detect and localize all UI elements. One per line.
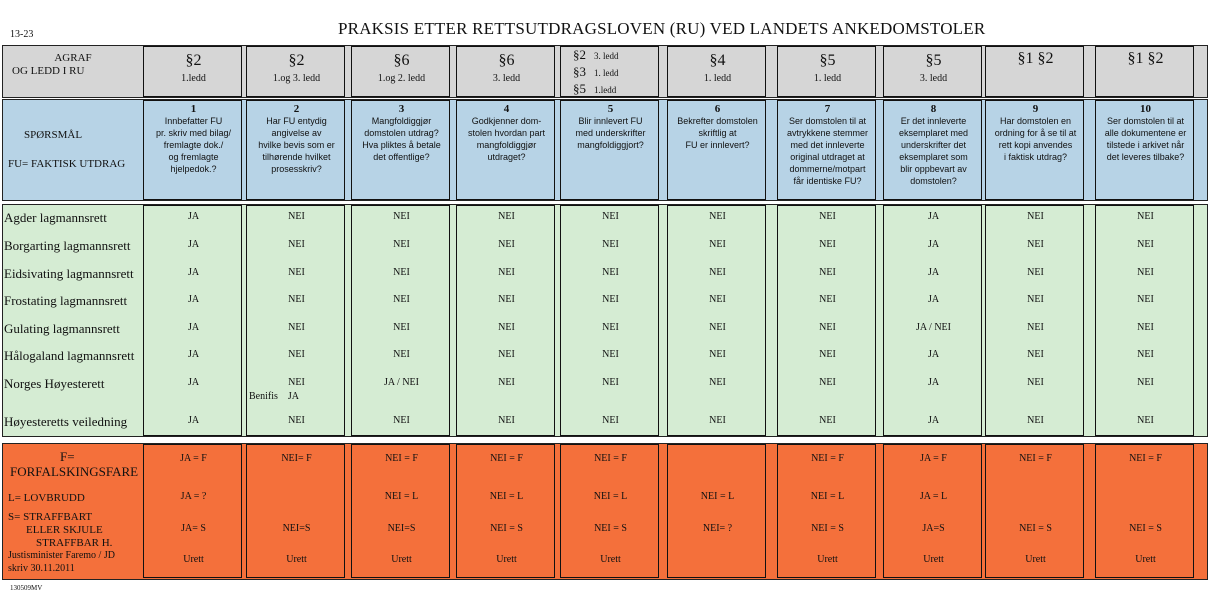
paragraph-symbol: §2 [185, 52, 202, 69]
risk-cell: JA = F [920, 453, 947, 464]
question-line: Er det innleverte [900, 116, 967, 126]
answer-cell: NEI [288, 211, 305, 222]
answer-cell: NEI [602, 349, 619, 360]
answer-cell: NEI [1137, 294, 1154, 305]
question-line: det leveres tilbake? [1106, 152, 1185, 162]
question-line: Innbefatter FU [164, 116, 223, 126]
risk-cell: NEI = S [490, 523, 523, 534]
question-line: tilhørende hvilket [262, 152, 331, 162]
paragraph-symbol: §1 §2 [1127, 50, 1164, 67]
court-name: Høyesteretts veiledning [4, 414, 128, 429]
risk-cell: NEI = F [1129, 453, 1162, 464]
question-cell [354, 103, 449, 163]
question-line: angivelse av [271, 128, 322, 138]
paragraph-symbol: §4 [709, 52, 726, 69]
paragraph-symbol: §6 [393, 52, 410, 69]
answer-cell: NEI [288, 239, 305, 250]
paragraph-ledd: 3. ledd [594, 51, 619, 61]
risk-cell: NEI= ? [702, 523, 733, 534]
paragraph-symbol: §2 [288, 52, 305, 69]
answer-cell: NEI [1027, 211, 1044, 222]
risk-cell: Urett [817, 554, 838, 565]
question-number: 3 [398, 103, 405, 115]
answer-cell: JA [187, 211, 200, 222]
answer-cell: NEI [709, 294, 726, 305]
answer-cell: NEI [288, 415, 305, 426]
answer-cell: JA [927, 377, 940, 388]
question-line: rett kopi anvendes [998, 140, 1073, 150]
paragraph-symbol: §1 §2 [1017, 50, 1054, 67]
answer-cell: NEI [288, 267, 305, 278]
question-cell [563, 103, 658, 151]
paragraph-symbol: §5 [819, 52, 836, 69]
court-name: Borgarting lagmannsrett [4, 238, 131, 253]
answer-cell: NEI [819, 211, 836, 222]
paragraph-label [8, 52, 138, 78]
question-line: Godkjenner dom- [471, 116, 542, 126]
question-line: mangfoldiggjør [476, 140, 537, 150]
paragraph-ledd: 1. ledd [813, 73, 842, 84]
answer-cell: NEI [393, 211, 410, 222]
answer-cell: JA [927, 294, 940, 305]
answer-cell: JA [187, 267, 200, 278]
answer-cell: NEI [498, 267, 515, 278]
question-cell [249, 103, 344, 175]
risk-cell: JA = ? [180, 491, 207, 502]
question-line: underskrifter det [900, 140, 967, 150]
answer-cell: NEI [602, 211, 619, 222]
risk-cell: NEI=S [282, 523, 311, 534]
paragraph-ledd: 1.og 2. ledd [377, 73, 426, 84]
risk-cell: Urett [600, 554, 621, 565]
question-line: hvilke bevis som er [258, 140, 335, 150]
answer-cell: NEI [498, 349, 515, 360]
answer-cell: NEI [1137, 377, 1154, 388]
question-line: Blir innlevert FU [578, 116, 643, 126]
question-line: prosesskriv? [271, 164, 322, 174]
legend-s-line2: ELLER SKJULE [26, 524, 103, 536]
legend-f-line1: F= [60, 449, 75, 464]
answer-cell: NEI [819, 239, 836, 250]
answer-cell: JA [187, 377, 200, 388]
answer-cell: NEI [1027, 377, 1044, 388]
question-line: domstolen? [910, 176, 957, 186]
question-line: utdraget? [487, 152, 526, 162]
question-number: 8 [930, 103, 937, 115]
court-name: Gulating lagmannsrett [4, 321, 120, 336]
answer-cell: NEI [819, 294, 836, 305]
question-cell [146, 103, 241, 175]
risk-cell: NEI= F [281, 453, 312, 464]
paragraph-ledd: 1. ledd [594, 68, 619, 78]
fu-label: FU= FAKTISK UTDRAG [8, 158, 126, 170]
question-line: dommerne/motpart [789, 164, 866, 174]
legend-source-line2: skriv 30.11.2011 [8, 563, 75, 574]
answer-cell: NEI [819, 322, 836, 333]
risk-cell: JA = F [180, 453, 207, 464]
answer-cell: JA [927, 349, 940, 360]
answer-cell: NEI [602, 415, 619, 426]
risk-cell: NEI = F [385, 453, 418, 464]
paragraph-ledd: 3. ledd [919, 73, 948, 84]
question-line: avtrykkene stemmer [786, 128, 869, 138]
question-line: det offentlige? [373, 152, 430, 162]
answer-cell: NEI [498, 239, 515, 250]
answer-cell: JA [927, 267, 940, 278]
paragraph-symbol: §5 [573, 81, 586, 96]
answer-cell: NEI [709, 211, 726, 222]
answer-cell: NEI [819, 349, 836, 360]
question-line: med det innleverte [790, 140, 865, 150]
question-cell [1098, 103, 1193, 163]
risk-cell: JA= S [181, 523, 206, 534]
question-line: alle dokumentene er [1104, 128, 1187, 138]
legend-l: L= LOVBRUDD [8, 492, 85, 504]
answer-cell: NEI [498, 322, 515, 333]
answer-cell: NEI [1137, 322, 1154, 333]
paragraph-line [573, 81, 616, 97]
risk-cell: Urett [1135, 554, 1156, 565]
answer-cell: NEI [498, 211, 515, 222]
risk-cell: Urett [923, 554, 944, 565]
answer-cell: NEI [393, 239, 410, 250]
legend-f-line2: FORFALSKINGSFARE [10, 464, 139, 479]
risk-cell: NEI = L [384, 491, 419, 502]
question-cell [988, 103, 1083, 163]
paragraph-symbol: §3 [573, 64, 586, 79]
answer-cell: NEI [602, 294, 619, 305]
question-line: eksemplaret med [898, 128, 969, 138]
question-line: skriftlig at [698, 128, 737, 138]
question-number: 7 [824, 103, 831, 115]
risk-cell: NEI = F [490, 453, 523, 464]
risk-cell: NEI = S [1019, 523, 1052, 534]
question-number: 10 [1140, 103, 1151, 115]
risk-cell: NEI = L [700, 491, 735, 502]
paragraph-ledd: 1. ledd [703, 73, 732, 84]
answer-cell: NEI [819, 415, 836, 426]
risk-cell: NEI = L [593, 491, 628, 502]
question-line: i faktisk utdrag? [1003, 152, 1068, 162]
risk-cell: NEI = F [594, 453, 627, 464]
paragraph-line [573, 47, 619, 63]
legend-s-line1: S= STRAFFBART [8, 511, 93, 523]
court-name: Hålogaland lagmannsrett [4, 348, 135, 363]
answer-cell: NEI [393, 267, 410, 278]
footer-code: 130509MV [10, 584, 43, 592]
paragraph-label-line1: AGRAF [54, 52, 92, 64]
question-cell [670, 103, 765, 151]
question-line: Hva pliktes å betale [362, 140, 441, 150]
answer-cell: NEI [1137, 349, 1154, 360]
question-line: stolen hvordan part [467, 128, 546, 138]
question-line: domstolen utdrag? [364, 128, 439, 138]
question-number: 2 [293, 103, 300, 115]
answer-cell: NEI [709, 267, 726, 278]
question-line: original utdraget at [790, 152, 865, 162]
question-line: mangfoldiggjort? [577, 140, 644, 150]
paragraph-symbol: §2 [573, 47, 586, 62]
answer-cell: NEI [498, 377, 515, 388]
answer-cell: NEI [1137, 267, 1154, 278]
answer-cell: NEI [1027, 294, 1044, 305]
answer-cell: NEI [709, 415, 726, 426]
paragraph-symbol: §5 [925, 52, 942, 69]
answer-cell: NEI [393, 294, 410, 305]
answer-cell: NEI [709, 349, 726, 360]
answer-cell: NEI [1137, 211, 1154, 222]
risk-cell: JA=S [922, 523, 945, 534]
risk-cell: Urett [391, 554, 412, 565]
answer-cell: JA [187, 415, 200, 426]
question-line: ordning for å se til at [994, 128, 1077, 138]
paragraph-ledd: 1.ledd [181, 73, 206, 84]
question-cell [459, 103, 554, 163]
answer-cell: NEI [1027, 415, 1044, 426]
question-cell [780, 103, 875, 187]
answer-cell: JA [927, 239, 940, 250]
answer-cell: NEI [288, 322, 305, 333]
question-line: hjelpedok.? [170, 164, 217, 174]
answer-cell: NEI [288, 377, 305, 388]
answer-cell: JA [187, 349, 200, 360]
paragraph-label-line2: OG LEDD I RU [12, 65, 85, 77]
risk-cell: NEI = F [811, 453, 844, 464]
question-number: 9 [1032, 103, 1039, 115]
answer-cell: JA [927, 415, 940, 426]
risk-cell: Urett [183, 554, 204, 565]
question-line: Mangfoldiggjør [371, 116, 432, 126]
risk-cell: NEI = S [1129, 523, 1162, 534]
risk-cell: JA = L [919, 491, 948, 502]
answer-cell: NEI [1027, 267, 1044, 278]
question-number: 6 [714, 103, 721, 115]
answer-cell: NEI [819, 267, 836, 278]
answer-cell: NEI [602, 267, 619, 278]
question-line: får identiske FU? [793, 176, 862, 186]
question-line: og fremlagte [168, 152, 219, 162]
question-line: med underskrifter [575, 128, 646, 138]
answer-cell: NEI [602, 322, 619, 333]
paragraph-ledd: 1.og 3. ledd [272, 73, 321, 84]
answer-cell: NEI [709, 322, 726, 333]
question-label: SPØRSMÅL [24, 129, 83, 141]
question-line: FU er innlevert? [685, 140, 750, 150]
page-number: 13-23 [10, 29, 34, 40]
question-line: pr. skriv med bilag/ [155, 128, 232, 138]
paragraph-ledd: 3. ledd [492, 73, 521, 84]
question-cell [886, 103, 981, 187]
answer-cell: NEI [602, 377, 619, 388]
answer-cell: NEI [709, 377, 726, 388]
legend-s-line3: STRAFFBAR H. [36, 537, 113, 549]
answer-cell: JA [187, 322, 200, 333]
paragraph-line [573, 64, 619, 80]
question-number: 5 [607, 103, 614, 115]
court-name: Norges Høyesterett [4, 376, 105, 391]
risk-cell: NEI=S [387, 523, 416, 534]
question-line: Har FU entydig [266, 116, 327, 126]
answer-cell: NEI [288, 294, 305, 305]
court-name: Agder lagmannsrett [4, 210, 107, 225]
answer-cell: NEI [498, 294, 515, 305]
answer-cell: NEI [1027, 322, 1044, 333]
risk-cell: NEI = L [489, 491, 524, 502]
answer-cell: JA / NEI [384, 377, 419, 388]
question-line: fremlagte dok./ [163, 140, 224, 150]
legend-source-line1: Justisminister Faremo / JD [8, 550, 115, 561]
risk-cell: Urett [286, 554, 307, 565]
answer-cell: NEI [1137, 239, 1154, 250]
risk-cell: Urett [496, 554, 517, 565]
answer-cell: JA [927, 211, 940, 222]
answer-cell: JA / NEI [916, 322, 951, 333]
answer-cell: JA [187, 239, 200, 250]
court-name: Eidsivating lagmannsrett [4, 266, 134, 281]
question-line: Bekrefter domstolen [677, 116, 758, 126]
question-line: Ser domstolen til at [788, 116, 867, 126]
answer-cell: NEI [393, 349, 410, 360]
answer-cell: JA [187, 294, 200, 305]
column-box [667, 444, 766, 578]
answer-cell: NEI [1027, 239, 1044, 250]
benifis-note: Benifis JA [249, 391, 299, 402]
answer-cell: NEI [1027, 349, 1044, 360]
answer-cell: NEI [393, 322, 410, 333]
answer-cell: NEI [819, 377, 836, 388]
risk-cell: NEI = L [810, 491, 845, 502]
answer-cell: NEI [498, 415, 515, 426]
answer-cell: NEI [709, 239, 726, 250]
paragraph-symbol: §6 [498, 52, 515, 69]
court-name: Frostating lagmannsrett [4, 293, 128, 308]
question-line: blir oppbevart av [900, 164, 967, 174]
paragraph-ledd: 1.ledd [594, 85, 617, 95]
answer-cell: NEI [288, 349, 305, 360]
answer-cell: NEI [602, 239, 619, 250]
answer-cell: NEI [393, 415, 410, 426]
risk-cell: NEI = S [811, 523, 844, 534]
question-number: 4 [503, 103, 510, 115]
question-line: Ser domstolen til at [1106, 116, 1185, 126]
question-line: eksemplaret som [899, 152, 968, 162]
answer-cell: NEI [1137, 415, 1154, 426]
question-number: 1 [190, 103, 197, 115]
risk-cell: Urett [1025, 554, 1046, 565]
question-line: tilstede i arkivet når [1106, 140, 1185, 150]
risk-cell: NEI = F [1019, 453, 1052, 464]
risk-cell: NEI = S [594, 523, 627, 534]
question-line: Har domstolen en [999, 116, 1072, 126]
page-title: PRAKSIS ETTER RETTSUTDRAGSLOVEN (RU) VED LANDETS ANKEDOMSTOLER [338, 19, 986, 38]
